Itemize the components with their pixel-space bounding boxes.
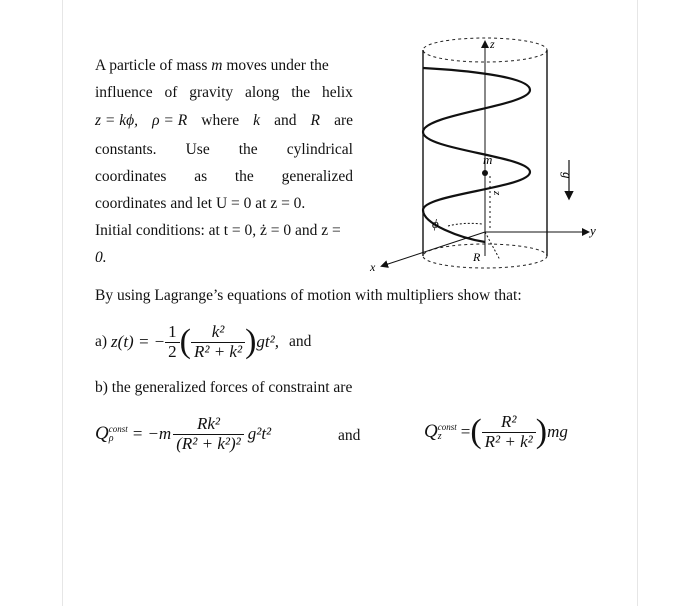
part-a-lparen: ( bbox=[179, 323, 191, 360]
intro-line-5: coordinates as the generalized bbox=[95, 168, 353, 185]
phi-arc bbox=[448, 223, 482, 226]
q-rho-fraction: $\frac{\text{Rk²}}{\text{(R² + k²)²}}$ bbox=[173, 415, 244, 453]
gravity-label: g bbox=[560, 172, 575, 179]
part-a-label: a) bbox=[95, 333, 108, 350]
helix-figure bbox=[360, 28, 610, 278]
x-axis bbox=[382, 232, 485, 266]
q-rho-minus-m: = −m bbox=[131, 424, 172, 443]
z-axis-label: z bbox=[490, 37, 495, 51]
intro-line-1: A particle of mass m moves under the bbox=[95, 57, 329, 74]
phi-label: ϕ bbox=[432, 216, 439, 231]
part-a-rparen: ) bbox=[245, 323, 257, 360]
radius-label: R bbox=[473, 250, 481, 264]
q-rho-symbol: Q bbox=[95, 423, 109, 444]
q-rho-equation: Q const ρ = −m $\frac{\text{Rk²}}{\text{(R² + k²)²}}$ g²t² bbox=[95, 413, 272, 453]
q-z-lparen: ( bbox=[470, 413, 482, 450]
part-a-equation bbox=[95, 316, 311, 368]
part-a-lhs: z(t) = − bbox=[111, 332, 166, 351]
intro-line-3: z = kϕ, ρ = R where k and R are bbox=[95, 112, 353, 129]
part-a-tail: gt², bbox=[256, 332, 279, 351]
lagrange-prompt: By using Lagrange’s equations of motion with multipliers show that: bbox=[95, 287, 522, 304]
intro-line-7: Initial conditions: at t = 0, ż = 0 and z = bbox=[95, 222, 341, 239]
x-axis-label: x bbox=[370, 260, 376, 274]
intro-line-2: influence of gravity along the helix bbox=[95, 84, 353, 101]
page-left-edge bbox=[62, 0, 63, 606]
q-z-equation: Q const z = ( $\frac{\text{R²}}{\text{R² + k²}}$ ) mg bbox=[424, 411, 568, 451]
part-a-half: $\frac{1}{2}$ bbox=[165, 323, 180, 361]
q-z-symbol: Q bbox=[424, 421, 438, 442]
q-z-rparen: ) bbox=[535, 413, 548, 450]
intro-line-8: 0. bbox=[95, 249, 107, 266]
q-z-mg: mg bbox=[547, 422, 568, 441]
part-b-heading: b) the generalized forces of constraint are bbox=[95, 379, 353, 396]
helix-curve bbox=[423, 68, 530, 242]
y-axis-label: y bbox=[590, 223, 596, 238]
part-b-and: and bbox=[338, 427, 361, 444]
mass-point bbox=[482, 170, 488, 176]
page-right-edge bbox=[637, 0, 638, 606]
part-a-and: and bbox=[289, 333, 312, 350]
q-z-fraction: $\frac{\text{R²}}{\text{R² + k²}}$ bbox=[482, 413, 536, 451]
intro-line-4: constants. Use the cylindrical bbox=[95, 141, 353, 158]
z-height-label: z bbox=[491, 191, 503, 196]
intro-line-6: coordinates and let U = 0 at z = 0. bbox=[95, 195, 306, 212]
radius-line bbox=[485, 232, 500, 260]
q-z-equals: = bbox=[460, 422, 471, 441]
mass-label: m bbox=[483, 152, 493, 167]
part-a-fraction: $\frac{\text{k²}}{\text{R² + k²}}$ bbox=[191, 323, 245, 361]
q-rho-g2t2: g²t² bbox=[247, 424, 272, 443]
